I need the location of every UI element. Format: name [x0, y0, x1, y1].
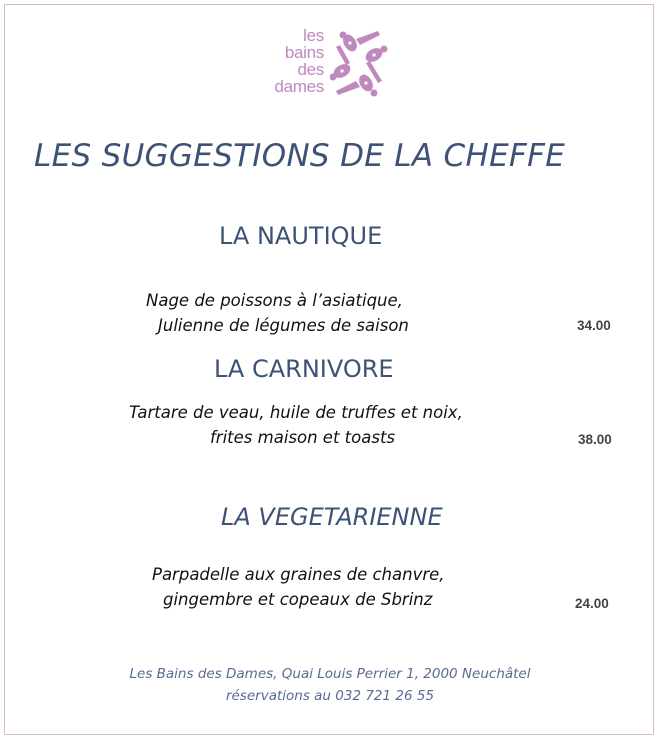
dish-nautique-line-2: Julienne de légumes de saison [158, 316, 409, 335]
section-title-vegetarienne: LA VEGETARIENNE [221, 503, 443, 531]
logo-line-1: les [303, 26, 324, 45]
section-title-nautique: LA NAUTIQUE [219, 222, 383, 250]
swimmers-logo-icon [330, 29, 388, 99]
logo-wordmark [254, 27, 324, 95]
logo-line-4: dames [274, 77, 324, 96]
logo-line-2: bains [284, 43, 324, 62]
dish-nautique-line-1: Nage de poissons à l’asiatique, [146, 291, 403, 310]
price-vegetarienne: 24.00 [575, 596, 609, 611]
footer-reservations: réservations au 032 721 26 55 [225, 688, 435, 704]
dish-carnivore-line-2: frites maison et toasts [210, 428, 396, 447]
price-carnivore: 38.00 [578, 432, 612, 447]
footer-address: Les Bains des Dames, Quai Louis Perrier 1, 2000 Neuchâtel [129, 666, 531, 682]
section-title-carnivore: LA CARNIVORE [214, 355, 394, 383]
price-nautique: 34.00 [577, 318, 611, 333]
dish-carnivore-line-1: Tartare de veau, huile de truffes et noix, [129, 403, 463, 422]
dish-vegetarienne-line-2: gingembre et copeaux de Sbrinz [163, 590, 433, 609]
page-title: LES SUGGESTIONS DE LA CHEFFE [34, 138, 566, 174]
logo-line-3: des [297, 60, 324, 79]
restaurant-logo [254, 27, 394, 105]
dish-vegetarienne-line-1: Parpadelle aux graines de chanvre, [152, 565, 445, 584]
